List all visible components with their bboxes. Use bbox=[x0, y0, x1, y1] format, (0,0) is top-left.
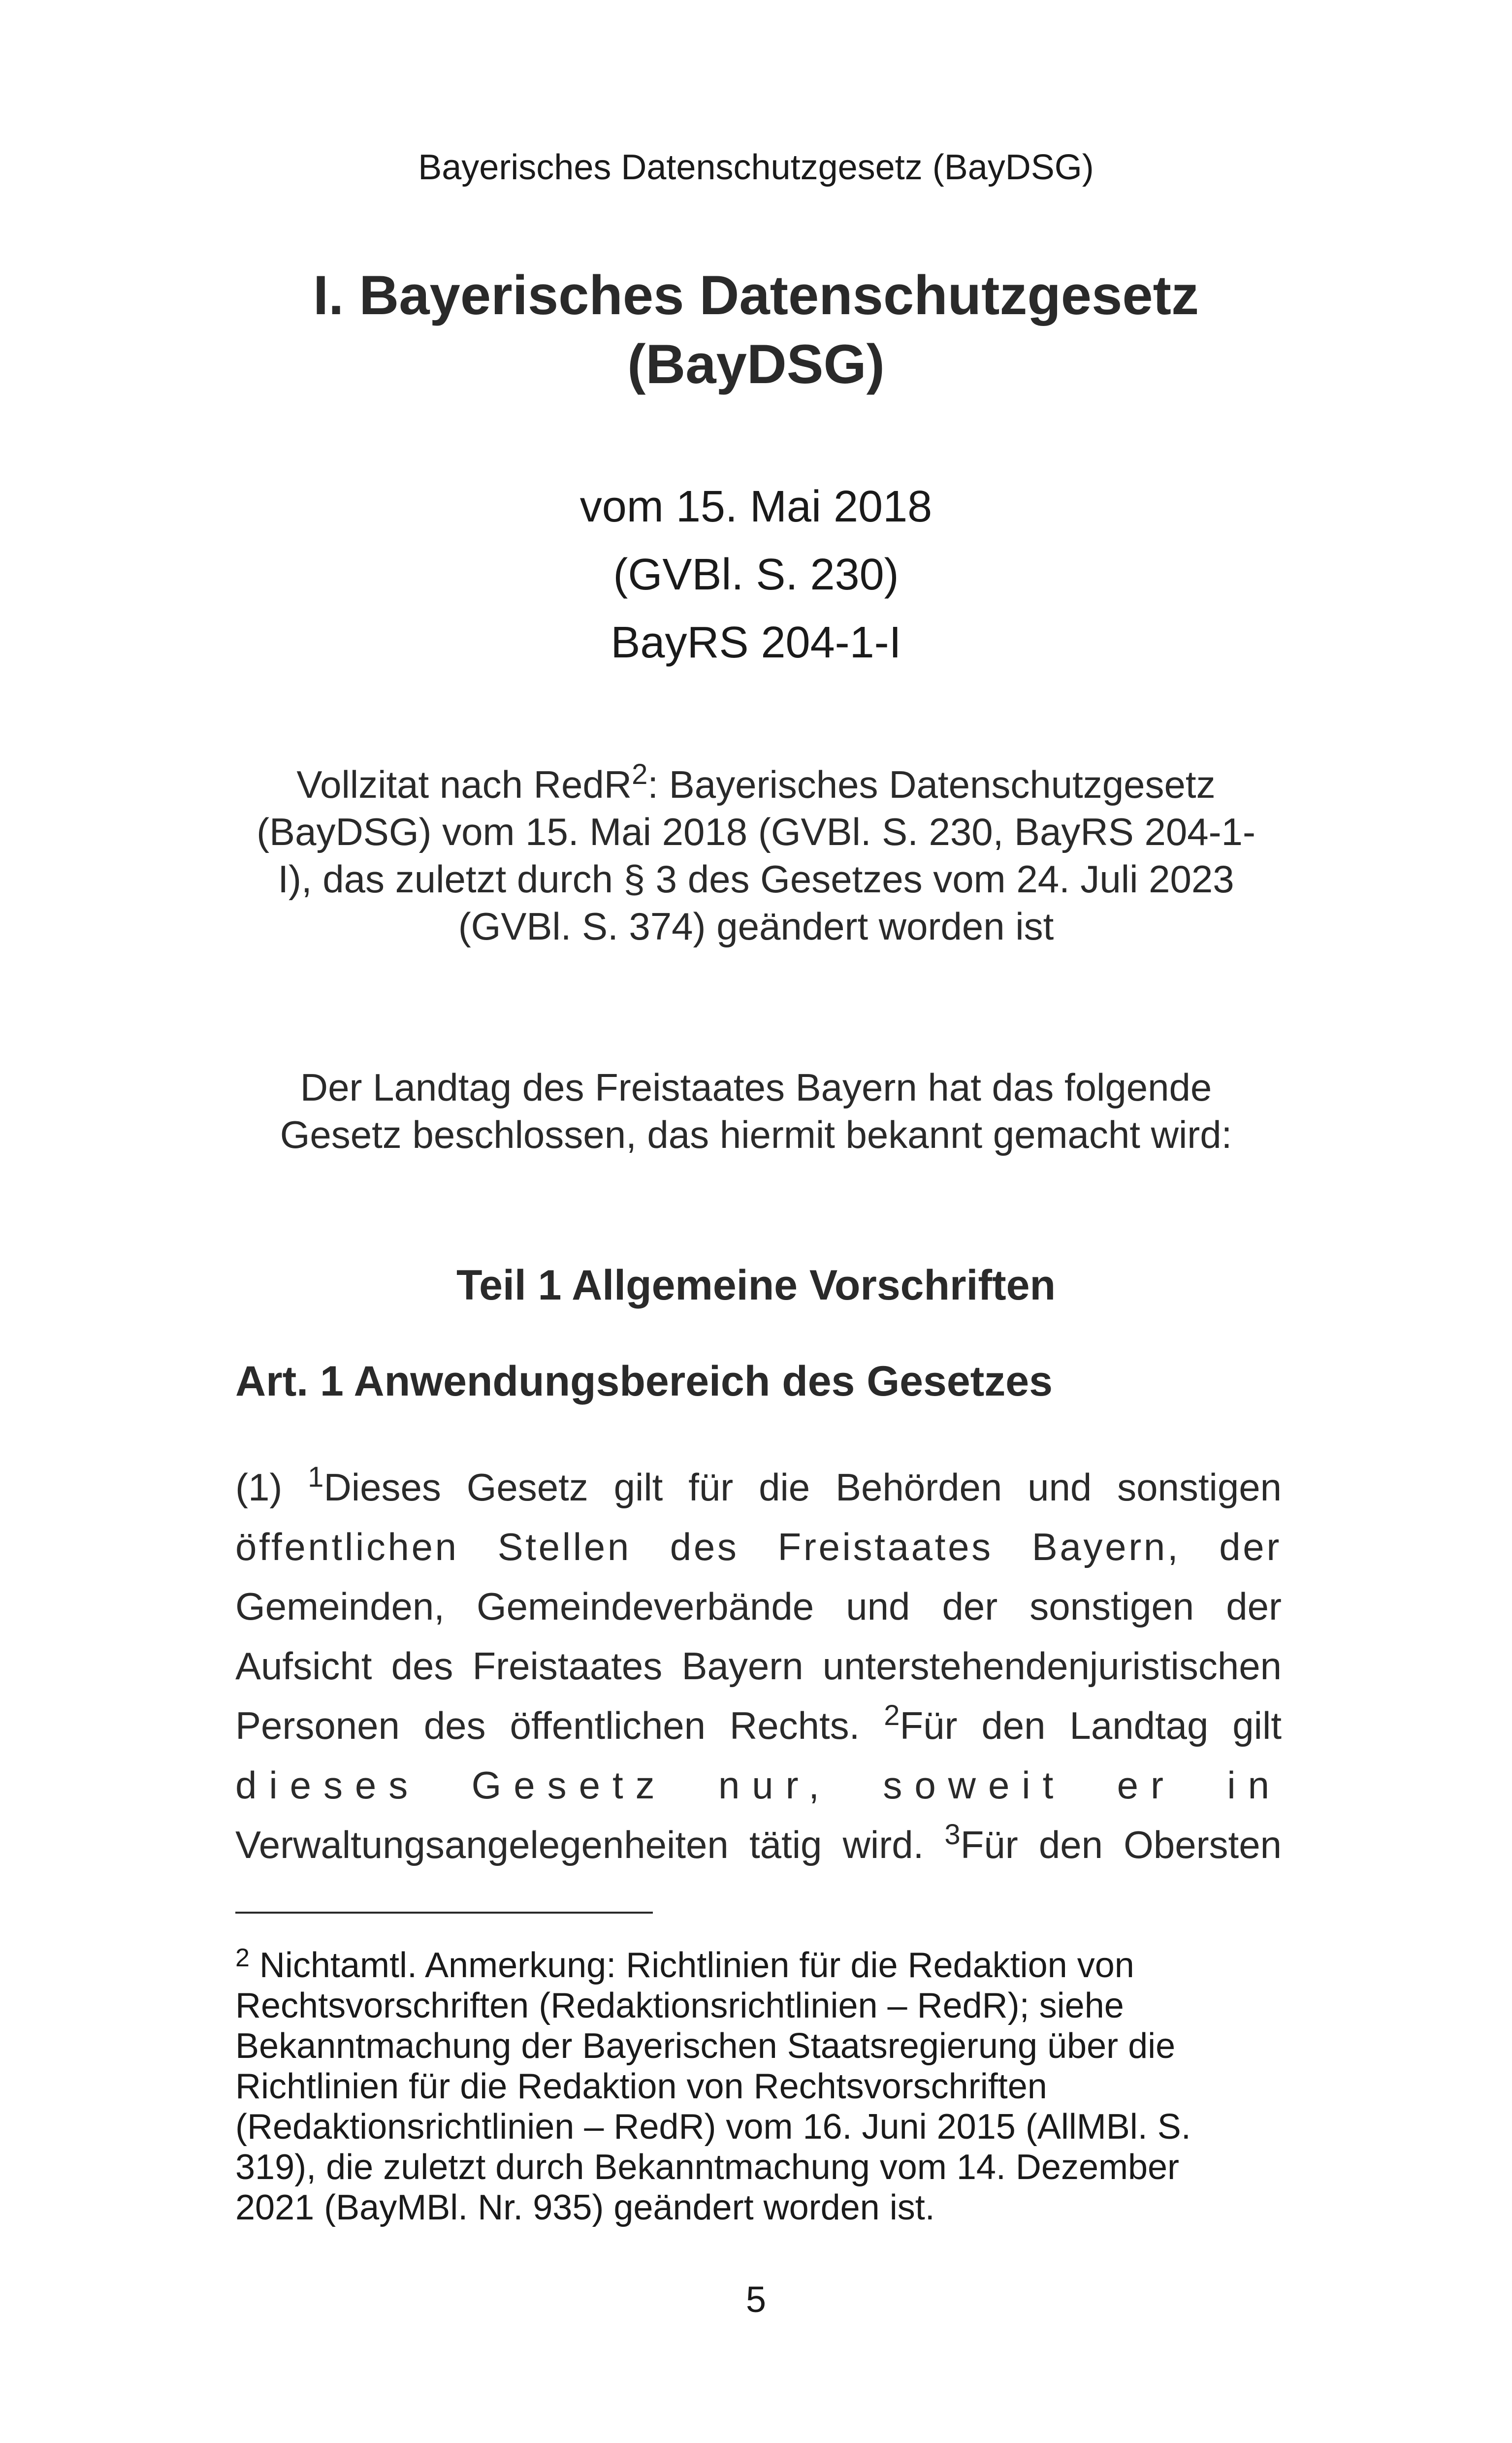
footnote-line: 319), die zuletzt durch Bekanntmachung vom 14. Dezember bbox=[235, 2148, 1180, 2187]
gazette-reference: (GVBl. S. 230) bbox=[613, 550, 899, 599]
footnote-line: Richtlinien für die Redaktion von Rechtsvorschriften bbox=[235, 2067, 1047, 2106]
footnote-text: Nichtamtl. Anmerkung: Richtlinien für die Redaktion von bbox=[249, 1946, 1134, 1985]
footnote bbox=[235, 1945, 1282, 2228]
footnote-line: Rechtsvorschriften (Redaktionsrichtlinien – RedR); siehe bbox=[235, 1986, 1124, 2025]
citation-line-1 bbox=[0, 758, 1512, 808]
date-line: vom 15. Mai 2018 bbox=[579, 482, 933, 531]
footnote-separator bbox=[235, 1912, 653, 1914]
body-text: Personen des öffentlichen Rechts. bbox=[235, 1704, 884, 1747]
page-title bbox=[0, 261, 1512, 399]
article-body bbox=[235, 1458, 1282, 1875]
body-line: Aufsicht des Freistaates Bayern unterstehendenjuristischen bbox=[235, 1644, 1282, 1688]
title-line-1: I. Bayerisches Datenschutzgesetz bbox=[313, 264, 1199, 326]
full-citation bbox=[0, 758, 1512, 950]
body-text: Dieses Gesetz gilt für die Behörden und sonstigen bbox=[323, 1466, 1282, 1509]
title-line-2: (BayDSG) bbox=[627, 333, 885, 395]
body-line bbox=[235, 1696, 1282, 1756]
body-text: Verwaltungsangelegenheiten tätig wird. bbox=[235, 1823, 945, 1866]
body-line: öffentlichen Stellen des Freistaates Bayern, der bbox=[235, 1525, 1282, 1568]
sentence-number: 3 bbox=[944, 1819, 961, 1851]
citation-line-2: (BayDSG) vom 15. Mai 2018 (GVBl. S. 230, BayRS 204-1- bbox=[257, 810, 1255, 853]
citation-text: : Bayerisches Datenschutzgesetz bbox=[647, 763, 1216, 806]
date-block bbox=[0, 473, 1512, 677]
body-line: Gemeinden, Gemeindeverbände und der sonstigen der bbox=[235, 1585, 1282, 1628]
footnote-line: 2021 (BayMBl. Nr. 935) geändert worden ist. bbox=[235, 2188, 935, 2227]
bayrs-reference: BayRS 204-1-I bbox=[611, 618, 901, 667]
preamble-line-2: Gesetz beschlossen, das hiermit bekannt gemacht wird: bbox=[280, 1113, 1232, 1156]
article-heading: Art. 1 Anwendungsbereich des Gesetzes bbox=[235, 1358, 1053, 1405]
body-line: dieses Gesetz nur, soweit er in bbox=[235, 1763, 1282, 1807]
footnote-line: Bekanntmachung der Bayerischen Staatsregierung über die bbox=[235, 2026, 1176, 2066]
running-head: Bayerisches Datenschutzgesetz (BayDSG) bbox=[418, 148, 1094, 187]
preamble bbox=[0, 1064, 1512, 1158]
body-line bbox=[235, 1458, 1282, 1517]
citation-line-4: (GVBl. S. 374) geändert worden ist bbox=[458, 905, 1054, 948]
body-line bbox=[235, 1815, 1282, 1875]
page-number: 5 bbox=[745, 2279, 767, 2320]
footnote-line bbox=[235, 1945, 1282, 1986]
body-text: Für den Landtag gilt bbox=[900, 1704, 1282, 1747]
citation-text: Vollzitat nach RedR bbox=[296, 763, 632, 806]
paragraph-number: (1) bbox=[235, 1466, 308, 1509]
sentence-number: 2 bbox=[884, 1699, 900, 1731]
footnote-line: (Redaktionsrichtlinien – RedR) vom 16. Juni 2015 (AllMBl. S. bbox=[235, 2107, 1191, 2147]
footnote-reference[interactable]: 2 bbox=[632, 758, 648, 790]
part-heading: Teil 1 Allgemeine Vorschriften bbox=[456, 1262, 1056, 1309]
sentence-number: 1 bbox=[308, 1461, 324, 1493]
body-text: Für den Obersten bbox=[960, 1823, 1282, 1866]
citation-line-3: I), das zuletzt durch § 3 des Gesetzes vom 24. Juli 2023 bbox=[278, 857, 1234, 901]
preamble-line-1: Der Landtag des Freistaates Bayern hat das folgende bbox=[300, 1066, 1212, 1109]
footnote-mark: 2 bbox=[235, 1944, 250, 1972]
